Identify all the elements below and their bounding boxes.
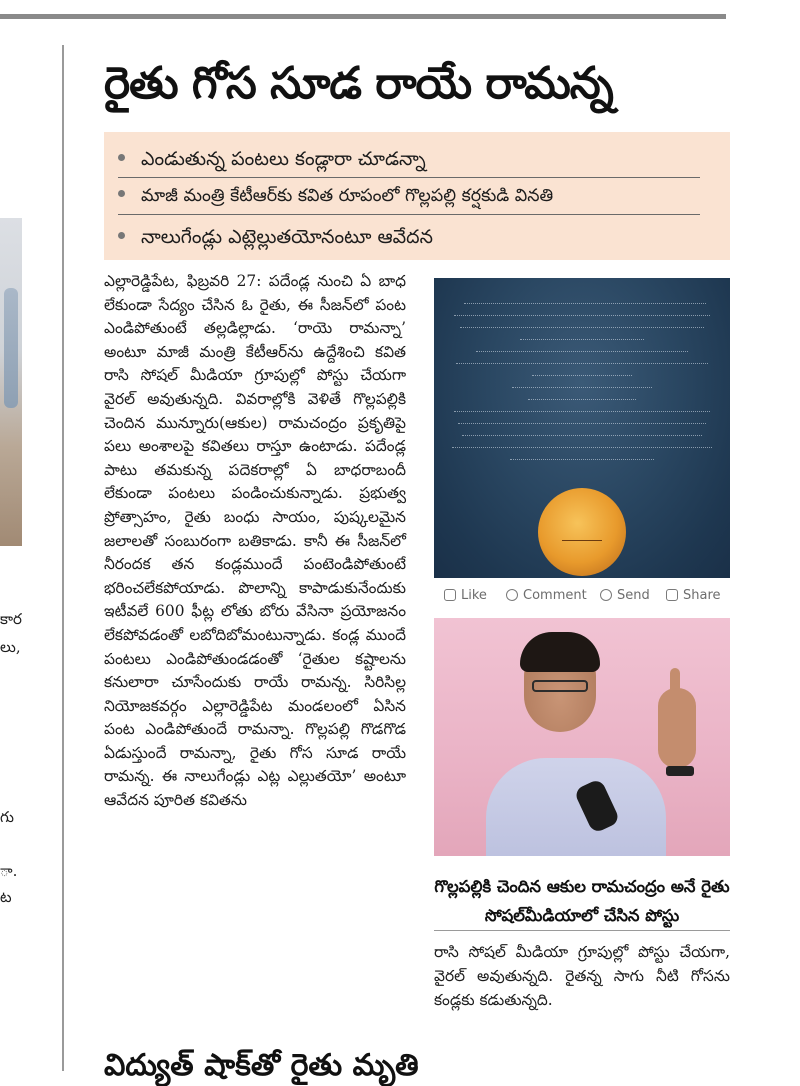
neighbor-text-fragment: గు: [0, 808, 14, 826]
subhead-text: మాజీ మంత్రి కేటీఆర్‌కు కవిత రూపంలో గొల్లపల్లి కర్షకుడి వినతి: [141, 186, 554, 206]
subhead-text: నాలుగేండ్లు ఎట్లెల్లుతయోనంటూ ఆవేదన: [141, 226, 433, 248]
poem-text-texture: [450, 292, 714, 460]
neighbor-text-fragment: ట: [0, 888, 12, 906]
top-rule: [0, 14, 726, 19]
article-headline: రైతు గోస సూడ రాయే రామన్న: [104, 58, 613, 109]
bullet-icon: [118, 190, 125, 197]
bullet-icon: [118, 232, 125, 239]
bullet-icon: [118, 154, 125, 161]
article-body-right: రాసి సోషల్ మీడియా గ్రూపుల్లో పోస్టు చేయగా, వైరల్ అవుతున్నది. రైతన్న సాగు నీటి గోసను కండ్లకు కడుతున్నది.: [434, 943, 730, 1009]
article-body-left: ఎల్లారెడ్డిపేట, ఫిబ్రవరి 27: పదేండ్ల నుంచి ఏ బాధ లేకుండా సేద్యం చేసిన ఓ రైతు, ఈ సీజన్‌లో పంట ఎండిపోతుంటే తల్లడిల్లాడు. ‘రాయె రామన్నా’ అంటూ మాజీ మంత్రి కేటీఆర్‌ను ఉద్దేశించి కవిత రాసి సోషల్ మీడియా గ్రూపుల్లో పోస్టు చేయగా వైరల్ అవుతున్నది. వివరాల్లోకి వెళితే గొల్లపల్లికి చెందిన మున్నూరు(ఆకుల) రామచంద్రం ప్రకృతిపై పలు అంశాలపై కవితలు రాస్తూ ఉంటాడు. పదేండ్ల పాటు తమకున్న పదెకరాల్లో ఏ బాధరాబందీ లేకుండా పంటలు పండించుకున్నాడు. ప్రభుత్వ ప్రోత్సాహం, రైతు బంధు సాయం, పుష్కలమైన జలాలతో సంబురంగా బతికాడు. కానీ ఈ సీజన్‌లో నీరందక తన కండ్లముందే పంటెండిపోతుంటే భరించలేకపోయాడు. పొలాన్ని కాపాడుకునేందుకు ఇటీవలే 600 ఫీట్ల లోతు బోరు వేసినా ప్రయోజనం లేకపోవడంతో లబోదిబోమంటున్నాడు. కండ్ల ముందే పంటలు ఎండిపోతుండడంతో ‘రైతుల కష్టాలను కనులారా చూసేందుకు రాయే రామన్న. సిరిసిల్ల నియోజకవర్గం ఎల్లారెడ్డిపేట మండలంలో ఏసిన పంట ఎండిపోతుందే రామన్నా. గొల్లపల్లి గొడగొడ ఏడుస్తుందే రామన్నా, రైతు గోస సూడ రాయే రామన్న. ఈ నాలుగేండ్లు ఎట్ల ఎల్లుతయో’ అంటూ ఆవేదన పూరిత కవితను: [104, 272, 406, 810]
comment-button[interactable]: [506, 588, 587, 603]
photo-caption: గొల్లపల్లికి చెందిన ఆకుల రామచంద్రం అనే రైతు సోషల్‌మీడియాలో చేసిన పోస్టు: [434, 877, 730, 925]
comment-bubble-icon: [506, 589, 518, 601]
whatsapp-icon: [600, 589, 612, 601]
neighbor-text-fragment: లు,: [0, 638, 21, 656]
column-divider: [62, 45, 64, 1071]
neighbor-text-fragment: కార: [0, 610, 22, 628]
like-label: Like: [461, 588, 487, 603]
share-arrow-icon: [666, 589, 678, 601]
share-button[interactable]: [666, 588, 721, 603]
photo-shirt: [486, 758, 666, 856]
subhead-item: [118, 224, 433, 250]
thumbs-up-icon: [444, 589, 456, 601]
subhead-item: [118, 146, 426, 172]
like-button[interactable]: [444, 588, 487, 603]
neighbor-text-fragment: ా.: [0, 862, 18, 880]
signature-mark: [562, 540, 602, 541]
photo-hand: [658, 688, 696, 768]
comment-label: Comment: [523, 588, 587, 603]
photo-glasses: [532, 680, 588, 692]
subhead-divider: [118, 177, 700, 178]
subhead-item: [118, 182, 553, 209]
send-button[interactable]: [600, 588, 650, 603]
moon-graphic: [538, 488, 626, 576]
speaker-photo: [434, 618, 730, 856]
photo-hair: [520, 632, 600, 672]
post-action-bar: [438, 588, 730, 608]
next-article-headline: విద్యుత్ షాక్‌తో రైతు మృతి: [104, 1048, 419, 1083]
photo-watch: [666, 766, 694, 776]
subheads-box: [104, 132, 730, 260]
caption-divider: [434, 930, 730, 931]
neighbor-photo: [0, 218, 22, 546]
send-label: Send: [617, 588, 650, 603]
subhead-divider: [118, 214, 700, 215]
subhead-text: ఎండుతున్న పంటలు కండ్లారా చూడన్నా: [141, 148, 426, 170]
social-post-image: [434, 278, 730, 578]
share-label: Share: [683, 588, 721, 603]
